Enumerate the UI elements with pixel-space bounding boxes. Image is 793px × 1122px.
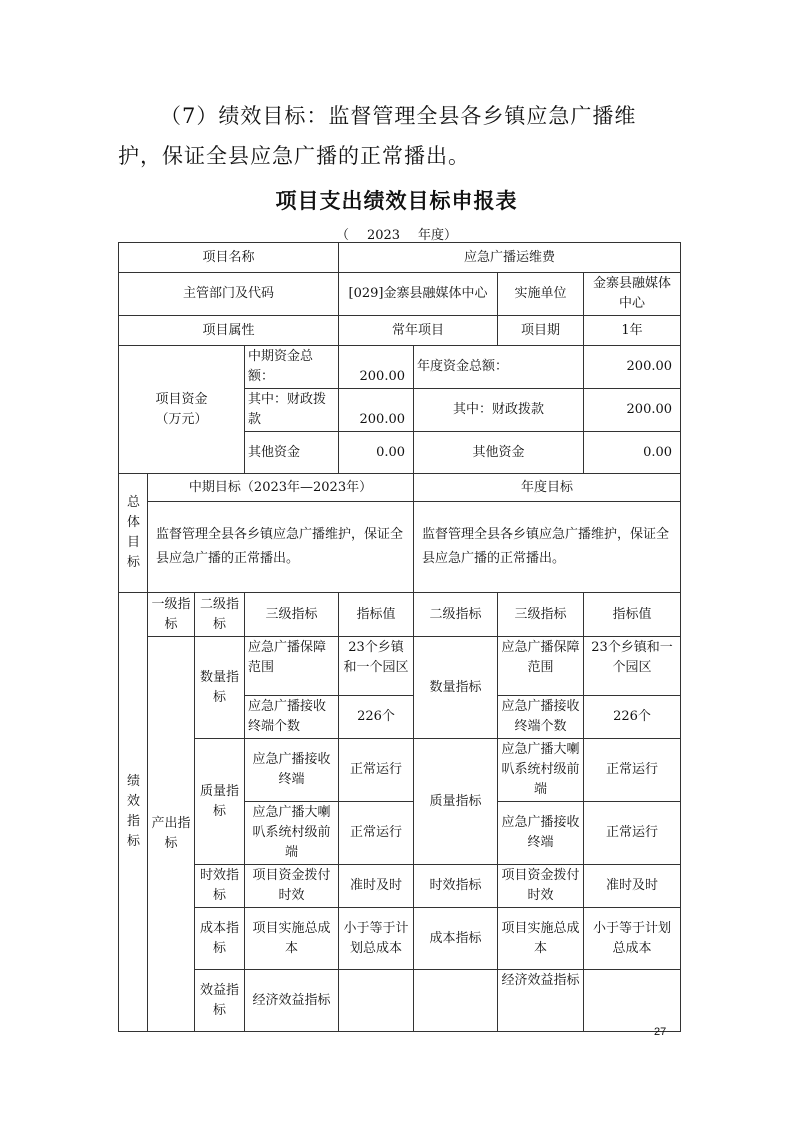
econ-name-empty: [339, 970, 414, 1032]
year-caption: [0, 224, 793, 243]
timeliness-label: 时效指标: [195, 865, 245, 908]
table-title: 项目支出绩效目标申报表: [275, 189, 518, 213]
impl-value: 金寨县融媒体中心: [584, 273, 681, 316]
yq2-name: 应急广播接收终端个数: [498, 696, 584, 739]
row-timeliness: [119, 865, 681, 908]
row-cost: [119, 908, 681, 970]
yecon-name-empty: [584, 970, 681, 1032]
ql2-value: 正常运行: [339, 802, 414, 865]
year-other-label: 其他资金: [414, 432, 584, 474]
quantity-label: 数量指标: [195, 637, 245, 739]
row-funds-total: [119, 346, 681, 389]
row-quantity-1: [119, 637, 681, 696]
row-quality-1: [119, 739, 681, 802]
funds-unit: （万元）: [155, 411, 208, 427]
c1-name: 项目实施总成本: [245, 908, 339, 970]
quality-label-year: 质量指标: [414, 739, 498, 865]
funds-label: [119, 346, 245, 474]
dept-value: [029]金寨县融媒体中心: [339, 273, 498, 316]
row-perf-headers: [119, 593, 681, 637]
yt1-value: 准时及时: [584, 865, 681, 908]
year-value: 2023: [366, 228, 401, 243]
year-other-value: 0.00: [584, 432, 681, 474]
yql2-value: 正常运行: [584, 802, 681, 865]
yq1-value: 23个乡镇和一个园区: [584, 637, 681, 696]
project-name-label: 项目名称: [119, 243, 339, 273]
period-value: 1年: [584, 316, 681, 346]
h-level2-year: 二级指标: [414, 593, 498, 637]
attr-value: 常年项目: [339, 316, 498, 346]
row-goal-texts: [119, 502, 681, 593]
h-level2: 二级指标: [195, 593, 245, 637]
intro-line-2: 保证全县应急广播的正常播出。: [162, 144, 470, 168]
year-goal-text: 监督管理全县各乡镇应急广播维护，保证全县应急广播的正常播出。: [414, 502, 681, 593]
yc1-value: 小于等于计划总成本: [584, 908, 681, 970]
year-open: （: [335, 228, 349, 243]
econ-value-empty: [414, 970, 498, 1032]
performance-form-table: [118, 242, 681, 1032]
mid-total-value: 200.00: [339, 346, 414, 389]
project-name-value: 应急广播运维费: [339, 243, 681, 273]
t1-value: 准时及时: [339, 865, 414, 908]
t1-name: 项目资金拨付时效: [245, 865, 339, 908]
yq1-name: 应急广播保障范围: [498, 637, 584, 696]
yt1-name: 项目资金拨付时效: [498, 865, 584, 908]
year-goal-header: 年度目标: [414, 474, 681, 502]
mid-fiscal-label: 其中：财政拨款: [245, 389, 339, 432]
yql2-name: 应急广播接收终端: [498, 802, 584, 865]
perf-label-text: 绩效指标: [127, 774, 141, 849]
h-value-year: 指标值: [584, 593, 681, 637]
cost-label: 成本指标: [195, 908, 245, 970]
mid-other-label: 其他资金: [245, 432, 339, 474]
year-fiscal-value: 200.00: [584, 389, 681, 432]
ql1-name: 应急广播接收终端: [245, 739, 339, 802]
period-label: 项目期: [498, 316, 584, 346]
mid-fiscal-value: 200.00: [339, 389, 414, 432]
cost-label-year: 成本指标: [414, 908, 498, 970]
dept-label: 主管部门及代码: [119, 273, 339, 316]
yq2-value: 226个: [584, 696, 681, 739]
mid-total-label: 中期资金总额：: [245, 346, 339, 389]
year-unit: 年度）: [418, 228, 458, 243]
q1-name: 应急广播保障范围: [245, 637, 339, 696]
ql2-name: 应急广播大喇叭系统村级前端: [245, 802, 339, 865]
row-benefit: [119, 970, 681, 1032]
ql1-value: 正常运行: [339, 739, 414, 802]
q2-name: 应急广播接收终端个数: [245, 696, 339, 739]
q1-value: 23个乡镇和一个园区: [339, 637, 414, 696]
mid-goal-header: 中期目标（2023年—2023年）: [148, 474, 414, 502]
econ-label-year: 经济效益指标: [498, 970, 584, 1032]
funds-label-text: 项目资金: [155, 391, 208, 407]
impl-label: 实施单位: [498, 273, 584, 316]
yql1-name: 应急广播大喇叭系统村级前端: [498, 739, 584, 802]
row-attribute: [119, 316, 681, 346]
intro-line-1: （7）绩效目标：监督管理全县各乡镇应急广播维护，: [118, 104, 637, 168]
mid-goal-text: 监督管理全县各乡镇应急广播维护，保证全县应急广播的正常播出。: [148, 502, 414, 593]
econ-label: 经济效益指标: [245, 970, 339, 1032]
row-goal-headers: [119, 474, 681, 502]
q2-value: 226个: [339, 696, 414, 739]
overall-goal-label-text: 总体目标: [127, 495, 141, 570]
benefit-label: 效益指标: [195, 970, 245, 1032]
quality-label: 质量指标: [195, 739, 245, 865]
output-label: 产出指标: [148, 637, 195, 1032]
mid-other-value: 0.00: [339, 432, 414, 474]
timeliness-label-year: 时效指标: [414, 865, 498, 908]
h-level3-year: 三级指标: [498, 593, 584, 637]
yc1-name: 项目实施总成本: [498, 908, 584, 970]
h-level3: 三级指标: [245, 593, 339, 637]
year-total-label: 年度资金总额：: [414, 346, 584, 389]
c1-value: 小于等于计划总成本: [339, 908, 414, 970]
row-project-name: [119, 243, 681, 273]
page-number: 27: [654, 1026, 667, 1038]
attr-label: 项目属性: [119, 316, 339, 346]
quantity-label-year: 数量指标: [414, 637, 498, 739]
perf-label: [119, 593, 148, 1032]
year-fiscal-label: 其中：财政拨款: [414, 389, 584, 432]
year-total-value: 200.00: [584, 346, 681, 389]
overall-goal-label: [119, 474, 148, 593]
yql1-value: 正常运行: [584, 739, 681, 802]
row-department: [119, 273, 681, 316]
intro-paragraph: [118, 96, 678, 176]
h-level1: 一级指标: [148, 593, 195, 637]
h-value: 指标值: [339, 593, 414, 637]
